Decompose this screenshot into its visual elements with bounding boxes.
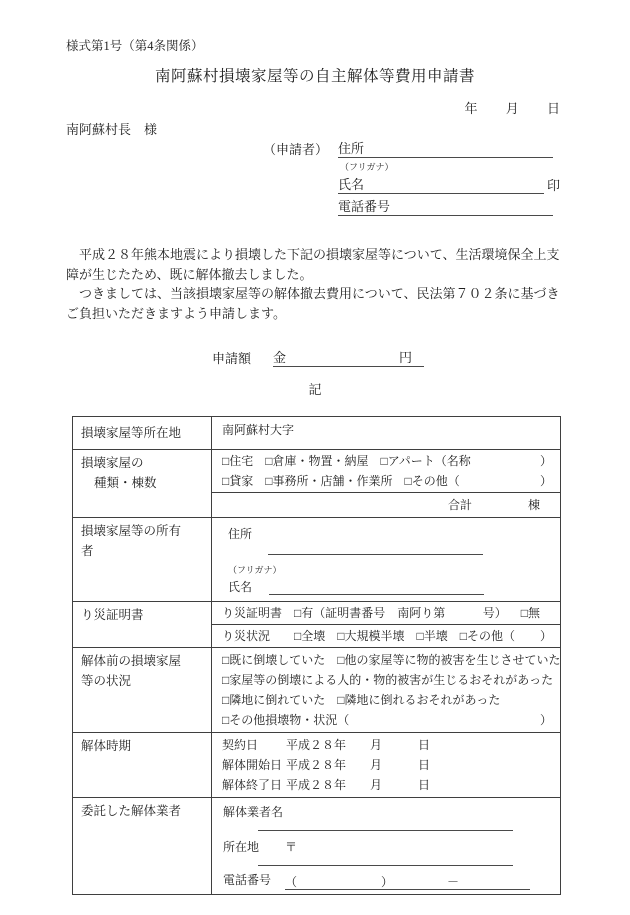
row-label-line: 者 xyxy=(81,544,94,558)
applicant-phone-row xyxy=(338,197,553,216)
row-label-line: 解体前の損壊家屋 xyxy=(81,654,182,668)
table-row-condition xyxy=(73,647,560,732)
row-content xyxy=(212,417,560,449)
type-total xyxy=(212,492,560,517)
amount-unit: 円 xyxy=(398,350,412,365)
body-paragraphs xyxy=(66,245,564,323)
checkbox-options-text: り災状況 □全壊 □大規模半壊 □半壊 □その他（ xyxy=(222,629,515,643)
owner-name-row xyxy=(212,575,560,595)
row-content xyxy=(212,798,560,894)
row-label xyxy=(73,450,212,517)
checkbox-none-option: □無 xyxy=(520,606,540,620)
blank-underline xyxy=(258,857,513,866)
table-row-location xyxy=(73,417,560,449)
table-row-period xyxy=(73,732,560,797)
close-paren: ） xyxy=(539,713,552,727)
period-line xyxy=(212,775,560,795)
table-row-owner xyxy=(73,517,560,601)
row-content xyxy=(212,518,560,601)
period-item-label: 解体開始日 xyxy=(222,758,283,772)
period-item-date: 平成２８年 月 日 xyxy=(286,758,431,772)
period-item-date: 平成２８年 月 日 xyxy=(286,738,431,752)
contractor-name-label: 解体業者名 xyxy=(223,805,284,819)
certificate-line xyxy=(212,602,560,624)
checkbox-options-text: り災証明書 □有（証明書番号 南阿り第 xyxy=(222,606,446,620)
checkbox-options-line: □隣地に倒れていた □隣地に倒れるおそれがあった xyxy=(222,693,501,707)
table-row-contractor xyxy=(73,797,560,894)
body-paragraph: つきましては、当該損壊家屋等の解体撤去費用について、民法第７０２条に基づきご負担いただきますよう申請します。 xyxy=(66,286,560,321)
checkbox-options-line xyxy=(212,471,560,491)
amount-field xyxy=(273,347,424,367)
checkbox-options-line xyxy=(212,603,560,623)
row-label xyxy=(73,518,212,601)
applicant-address-row xyxy=(263,139,553,158)
close-paren: ） xyxy=(539,454,552,468)
applicant-name-label: 氏名 xyxy=(338,177,365,192)
contractor-phone-label: 電話番号 xyxy=(223,873,272,887)
blank-underline xyxy=(258,822,513,831)
checkbox-options-line xyxy=(212,710,560,730)
row-content xyxy=(212,602,560,647)
row-label: 解体時期 xyxy=(73,733,212,797)
owner-name-label: 氏名 xyxy=(228,580,253,594)
applicant-name-row xyxy=(338,175,560,194)
row-label-line: 等の状況 xyxy=(81,674,132,688)
body-paragraph: 平成２８年熊本地震により損壊した下記の損壊家屋等について、生活環境保全上支障が生じたため、既に解体撤去しました。 xyxy=(66,247,560,282)
row-label-line: 損壊家屋の xyxy=(81,456,144,470)
contractor-phone-row xyxy=(212,870,560,890)
row-label: 損壊家屋等所在地 xyxy=(73,417,212,449)
type-options xyxy=(212,450,560,492)
blank-underline xyxy=(268,544,483,555)
applicant-address-label: 住所 xyxy=(338,141,365,156)
location-value: 南阿蘇村大字 xyxy=(222,423,295,437)
note-marker: 記 xyxy=(308,382,322,397)
row-label-line: 種類・棟数 xyxy=(94,476,157,490)
period-item-date: 平成２８年 月 日 xyxy=(286,778,431,792)
damage-status-line xyxy=(212,624,560,647)
date-year-label: 年 xyxy=(464,101,478,116)
checkbox-options-text: □住宅 □倉庫・物置・納屋 □アパート（名称 xyxy=(222,454,471,468)
checkbox-options-text: □その他損壊物・状況（ xyxy=(222,713,350,727)
amount-label: 申請額 xyxy=(212,351,252,366)
table-row-certificate xyxy=(73,601,560,647)
close-paren: ） xyxy=(539,629,552,643)
row-label-line: 損壊家屋等の所有 xyxy=(81,524,182,538)
addressee: 南阿蘇村長 様 xyxy=(66,122,158,137)
row-label: り災証明書 xyxy=(73,602,212,647)
applicant-phone-label: 電話番号 xyxy=(338,199,391,214)
period-item-label: 契約日 xyxy=(222,738,259,752)
certificate-number-suffix: 号） xyxy=(482,606,507,620)
owner-address-label: 住所 xyxy=(228,527,253,541)
period-item-label: 解体終了日 xyxy=(222,778,283,792)
checkbox-options-line: □家屋等の倒壊による人的・物的被害が生じるおそれがあった xyxy=(222,673,554,687)
period-line xyxy=(212,755,560,775)
row-content xyxy=(212,450,560,517)
applicant-phone-field xyxy=(338,196,553,216)
table-row-type xyxy=(73,449,560,517)
owner-furigana-label: （フリガナ） xyxy=(228,565,282,575)
row-label xyxy=(73,648,212,732)
blank-underline xyxy=(269,577,484,595)
total-line xyxy=(212,494,560,516)
page-title: 南阿蘇村損壊家屋等の自主解体等費用申請書 xyxy=(154,68,475,85)
row-content xyxy=(212,733,560,797)
applicant-address-field xyxy=(338,138,553,158)
postal-mark-icon: 〒 xyxy=(285,840,298,854)
applicant-block xyxy=(263,139,560,216)
contractor-location-label: 所在地 xyxy=(223,840,260,854)
applicant-prefix-label: （申請者） xyxy=(263,142,329,157)
amount-currency-prefix: 金 xyxy=(273,350,287,365)
total-unit-label: 棟 xyxy=(527,498,540,512)
form-number: 様式第1号（第4条関係） xyxy=(66,39,204,53)
close-paren: ） xyxy=(539,474,552,488)
total-label: 合計 xyxy=(447,498,472,512)
checkbox-options-line xyxy=(212,451,560,471)
date-day-label: 日 xyxy=(546,101,560,116)
amount-line xyxy=(212,347,424,367)
applicant-furigana-label: （フリガナ） xyxy=(340,162,394,172)
contractor-location-row xyxy=(212,837,560,857)
checkbox-options-line xyxy=(212,626,560,646)
period-line xyxy=(212,735,560,755)
checkbox-options-text: □貸家 □事務所・店舗・作業所 □その他（ xyxy=(222,474,460,488)
checkbox-options-line: □既に倒壊していた □他の家屋等に物的被害を生じさせていた xyxy=(222,653,561,667)
date-month-label: 月 xyxy=(505,101,519,116)
date-line xyxy=(0,98,560,117)
contractor-phone-field: （ ） － xyxy=(285,872,530,890)
application-detail-table xyxy=(72,416,561,895)
row-label: 委託した解体業者 xyxy=(73,798,212,894)
applicant-name-field xyxy=(338,174,544,194)
row-content xyxy=(212,648,560,732)
seal-label: 印 xyxy=(546,178,560,193)
